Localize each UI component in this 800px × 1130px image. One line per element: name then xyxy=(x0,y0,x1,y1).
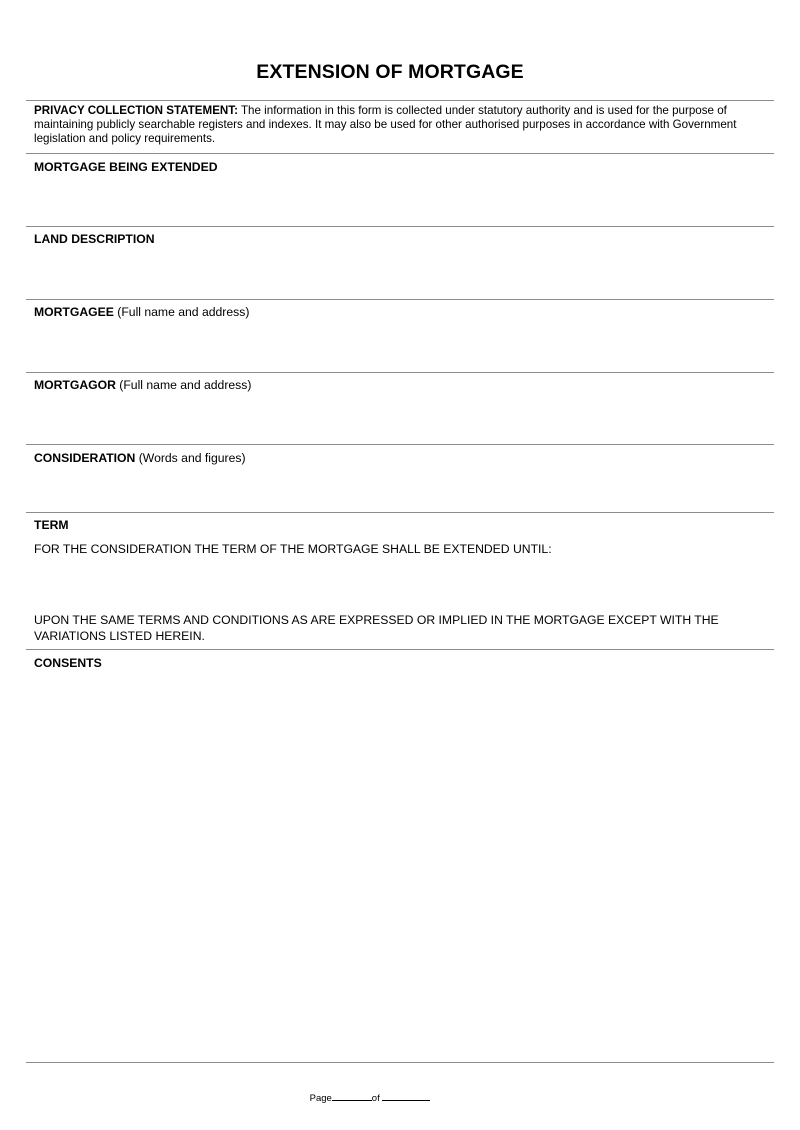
divider xyxy=(26,299,774,300)
page-footer xyxy=(0,1091,740,1104)
privacy-heading: PRIVACY COLLECTION STATEMENT: xyxy=(34,104,238,117)
mortgagee-note: (Full name and address) xyxy=(113,305,250,319)
mortgagor-label: MORTGAGOR xyxy=(34,378,116,392)
consideration-label: CONSIDERATION xyxy=(34,451,136,465)
divider xyxy=(26,1062,774,1063)
divider xyxy=(26,372,774,373)
mortgage-being-extended-label: MORTGAGE BEING EXTENDED xyxy=(34,160,218,174)
term-extension-text: FOR THE CONSIDERATION THE TERM OF THE MORTGAGE SHALL BE EXTENDED UNTIL: xyxy=(34,542,552,556)
land-description-label: LAND DESCRIPTION xyxy=(34,232,155,246)
mortgagor-field xyxy=(34,378,251,392)
page-number-blank xyxy=(332,1091,372,1101)
term-conditions-text: UPON THE SAME TERMS AND CONDITIONS AS ARE EXPRESSED OR IMPLIED IN THE MORTGAGE EXCEPT WITH THE VARIATIONS LISTED HEREIN. xyxy=(34,613,719,643)
consents-label: CONSENTS xyxy=(34,656,102,670)
divider xyxy=(26,512,774,513)
privacy-text: The information in this form is collected under statutory authority and is used for the purpose of maintaining publicly searchable registers and indexes. It may also be used for other authorised purposes in accordance with Government legislation and policy requirements. xyxy=(34,104,737,146)
of-label: of xyxy=(371,1093,380,1104)
page-total-blank xyxy=(382,1091,430,1101)
mortgagor-note: (Full name and address) xyxy=(115,378,252,392)
divider xyxy=(26,444,774,445)
divider xyxy=(26,100,774,101)
mortgagee-label: MORTGAGEE xyxy=(34,305,114,319)
consideration-field xyxy=(34,451,246,465)
divider xyxy=(26,153,774,154)
divider xyxy=(26,649,774,650)
page-label: Page xyxy=(309,1093,332,1104)
term-label: TERM xyxy=(34,518,69,532)
consideration-note: (Words and figures) xyxy=(135,451,246,465)
mortgagee-field xyxy=(34,305,249,319)
divider xyxy=(26,226,774,227)
document-title: EXTENSION OF MORTGAGE xyxy=(256,61,524,83)
privacy-statement xyxy=(34,104,769,147)
